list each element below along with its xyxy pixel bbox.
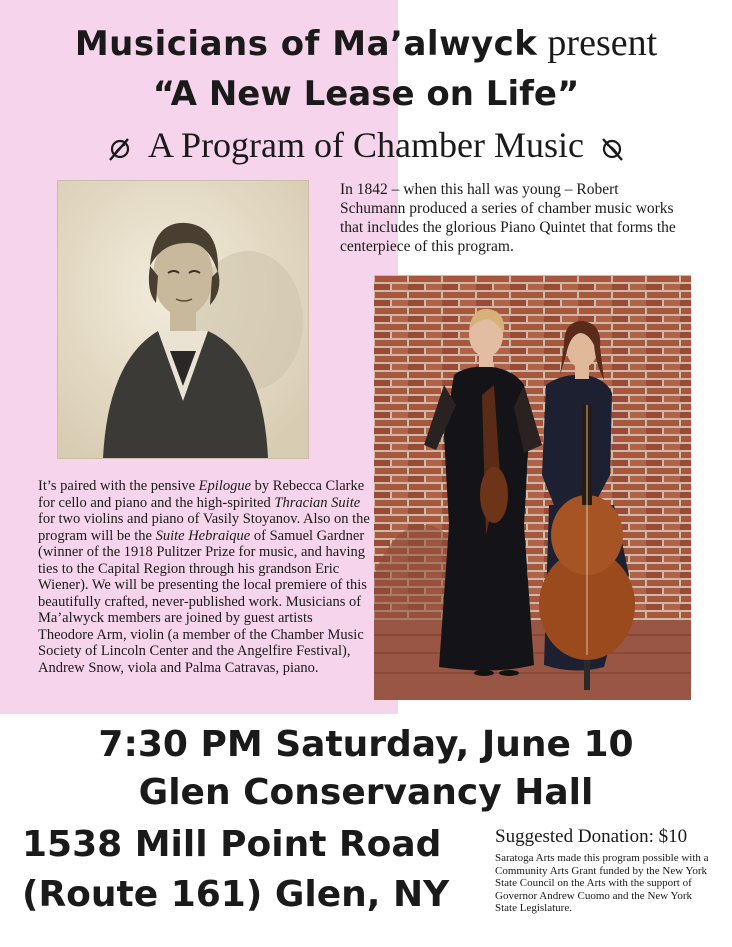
program-description: [38, 478, 370, 676]
desc-part-2: by Rebecca Clarke for cello and piano and the high-spirited: [38, 478, 365, 511]
intro-paragraph: In 1842 – when this hall was young – Robert Schumann produced a series of chamber music works that includes the glorious Piano Quintet that forms the centerpiece of this program.: [340, 181, 676, 255]
work-title-epilogue: Epilogue: [198, 478, 252, 494]
fleuron-right-icon: [600, 136, 626, 162]
event-venue: Glen Conservancy Hall: [138, 772, 594, 813]
event-address-line-1: 1538 Mill Point Road: [22, 824, 442, 865]
program-subtitle: A Program of Chamber Music: [148, 125, 584, 165]
presenter-name: Musicians of Ma’alwyck: [74, 24, 538, 64]
work-title-thracian-suite: Thracian Suite: [274, 494, 361, 511]
present-word: present: [547, 22, 658, 64]
funding-credit: Saratoga Arts made this program possible with a Community Arts Grant funded by the New York State Council on the Arts with the support of Governor Andrew Cuomo and the New York State Legislature.: [495, 852, 709, 914]
schumann-portrait: [57, 180, 309, 459]
fleuron-left-icon: [106, 136, 132, 162]
program-subtitle-line: [0, 122, 732, 168]
presenter-line: [0, 18, 732, 68]
program-title: “A New Lease on Life”: [152, 74, 580, 114]
desc-part-1: It’s paired with the pensive: [38, 478, 199, 494]
event-address-line-2: (Route 161) Glen, NY: [22, 874, 450, 915]
musicians-photo: [374, 275, 691, 700]
suggested-donation: Suggested Donation: $10: [495, 826, 688, 847]
work-title-suite-hebraique: Suite Hebraique: [155, 527, 251, 544]
event-datetime: 7:30 PM Saturday, June 10: [98, 724, 634, 765]
desc-part-4: of Samuel Gardner (winner of the 1918 Pulitzer Prize for music, and having ties to the Capital Region through his grandson Eric Wiener). We will be presenting the local premiere of this beautifully crafted, never-published work. Musicians of Ma’alwyck members are joined by guest artists Theodore Arm, violin (a member of the Chamber Music Society of Lincoln Center and the Angelfire Festival), Andrew Snow, viola and Palma Catravas, piano.: [38, 527, 367, 676]
desc-part-3: for two violins and piano of Vasily Stoyanov. Also on the program will be the: [38, 511, 370, 544]
